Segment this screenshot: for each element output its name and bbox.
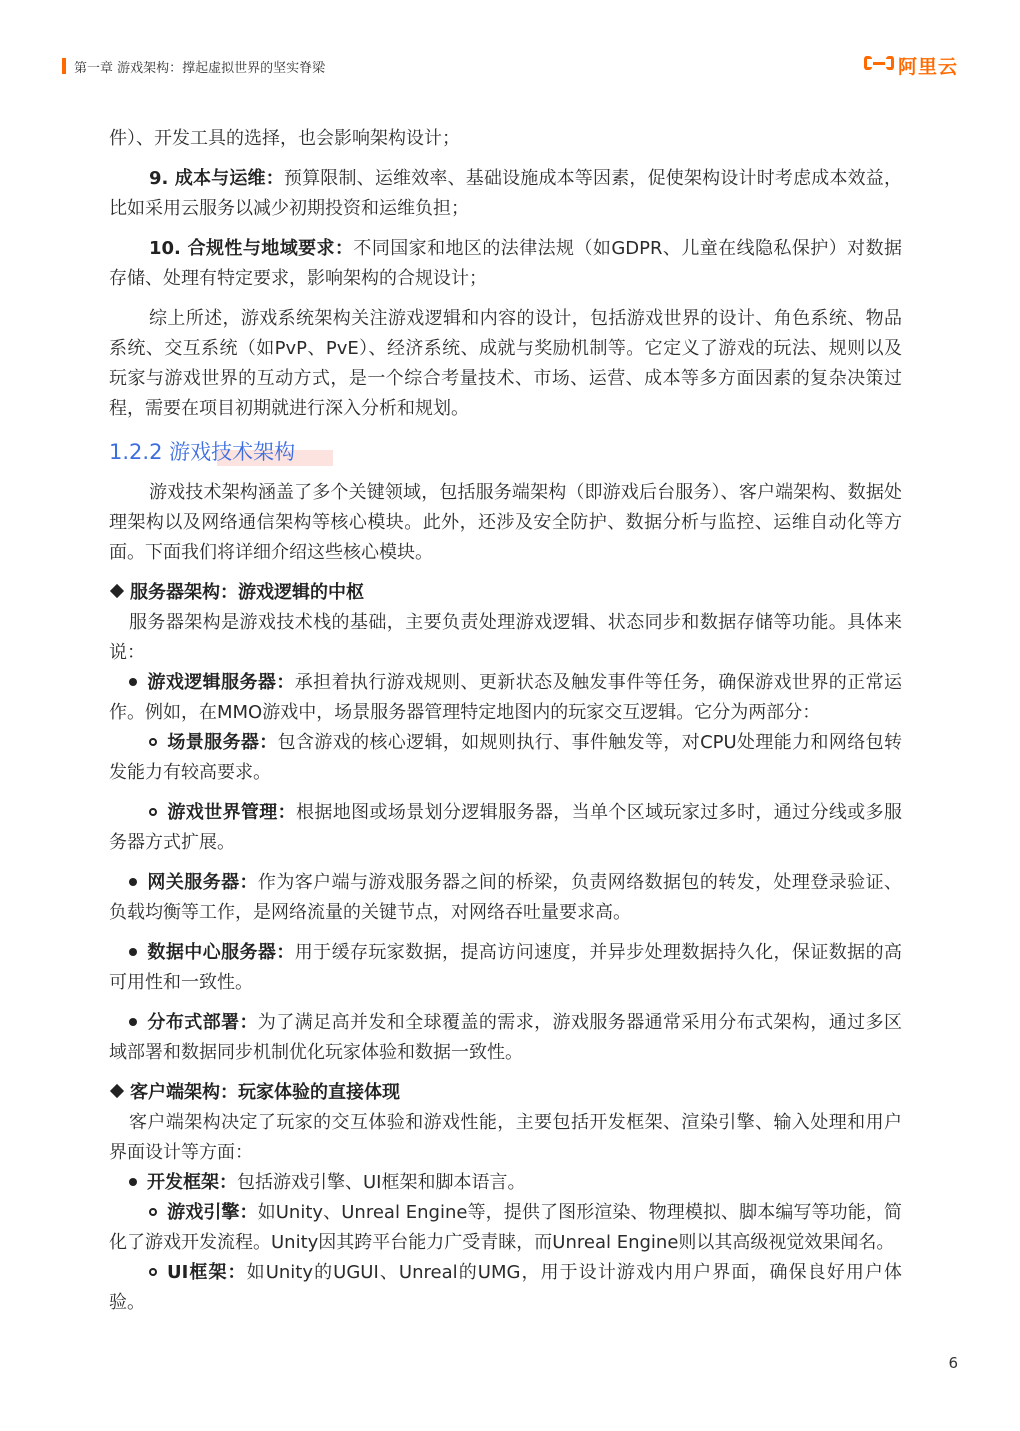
world-manage-item	[109, 798, 902, 858]
logic-server-text: 承担着执行游戏规则、更新状态及触发事件等任务，确保游戏世界的正常运作。例如，在MMO游戏中，场景服务器管理特定地图内的玩家交互逻辑。它分为两部分：	[109, 672, 902, 723]
world-manage-text: 根据地图或场景划分逻辑服务器，当单个区域玩家过多时，通过分线或多服务器方式扩展。	[109, 802, 902, 853]
server-intro: 服务器架构是游戏技术栈的基础，主要负责处理游戏逻辑、状态同步和数据存储等功能。具体来说：	[109, 612, 902, 663]
datacenter-server-label: 数据中心服务器：	[147, 942, 295, 963]
bullet-circle-icon	[149, 1268, 157, 1276]
datacenter-server-item	[109, 938, 902, 998]
chapter-title: 第一章 游戏架构：撑起虚拟世界的坚实脊梁	[74, 61, 326, 76]
logic-server-label: 游戏逻辑服务器：	[147, 672, 295, 693]
paragraph-continued: 件）、开发工具的选择，也会影响架构设计；	[109, 128, 460, 149]
gateway-server-item	[109, 868, 902, 928]
bullet-circle-icon	[149, 1208, 157, 1216]
gateway-server-label: 网关服务器：	[147, 872, 258, 893]
framework-item	[109, 1168, 902, 1198]
diamond-bullet-icon	[110, 584, 124, 598]
page-header	[62, 52, 958, 82]
client-heading	[109, 1078, 902, 1108]
server-heading	[109, 578, 902, 608]
client-intro: 客户端架构决定了玩家的交互体验和游戏性能，主要包括开发框架、渲染引擎、输入处理和用户界面设计等方面：	[109, 1112, 902, 1163]
page-number: 6	[948, 1354, 958, 1372]
distributed-text: 为了满足高并发和全球覆盖的需求，游戏服务器通常采用分布式架构，通过多区域部署和数据同步机制优化玩家体验和数据一致性。	[109, 1012, 903, 1063]
section-heading	[109, 434, 902, 470]
summary-paragraph: 综上所述，游戏系统架构关注游戏逻辑和内容的设计，包括游戏世界的设计、角色系统、物品系统、交互系统（如PvP、PvE）、经济系统、成就与奖励机制等。它定义了游戏的玩法、规则以及玩家与游戏世界的互动方式，是一个综合考量技术、市场、运营、成本等多方面因素的复杂决策过程，需要在项目初期就进行深入分析和规划。	[109, 308, 902, 419]
header-accent-bar	[62, 58, 66, 74]
aliyun-logo	[864, 52, 958, 78]
world-manage-label: 游戏世界管理：	[167, 802, 296, 823]
ui-framework-label: UI框架：	[167, 1262, 247, 1283]
bullet-dot-icon	[129, 1178, 137, 1186]
bullet-circle-icon	[149, 808, 157, 816]
gateway-server-text: 作为客户端与游戏服务器之间的桥梁，负责网络数据包的转发，处理登录验证、负载均衡等工作，是网络流量的关键节点，对网络吞吐量要求高。	[109, 872, 903, 923]
engine-item	[109, 1198, 902, 1258]
scene-server-text: 包含游戏的核心逻辑，如规则执行、事件触发等，对CPU处理能力和网络包转发能力有较高要求。	[109, 732, 902, 783]
client-heading-text: 客户端架构：玩家体验的直接体现	[130, 1082, 400, 1103]
item-9-label: 9. 成本与运维：	[149, 168, 284, 189]
item-10-text: 不同国家和地区的法律法规（如GDPR、儿童在线隐私保护）对数据存储、处理有特定要求，影响架构的合规设计；	[109, 238, 902, 289]
bullet-dot-icon	[129, 1018, 137, 1026]
bullet-circle-icon	[149, 738, 157, 746]
item-10-label: 10. 合规性与地域要求：	[149, 238, 354, 259]
item-9-text: 预算限制、运维效率、基础设施成本等因素，促使架构设计时考虑成本效益，比如采用云服务以减少初期投资和运维负担；	[109, 168, 902, 219]
framework-label: 开发框架：	[147, 1172, 237, 1193]
datacenter-server-text: 用于缓存玩家数据，提高访问速度，并异步处理数据持久化，保证数据的高可用性和一致性。	[109, 942, 902, 993]
scene-server-item	[109, 728, 902, 788]
ui-framework-text: 如Unity的UGUI、Unreal的UMG，用于设计游戏内用户界面，确保良好用户体验。	[109, 1262, 902, 1313]
section-intro: 游戏技术架构涵盖了多个关键领域，包括服务端架构（即游戏后台服务）、客户端架构、数据处理架构以及网络通信架构等核心模块。此外，还涉及安全防护、数据分析与监控、运维自动化等方面。下面我们将详细介绍这些核心模块。	[109, 482, 902, 563]
section-title: 1.2.2 游戏技术架构	[109, 440, 296, 464]
ui-framework-item	[109, 1258, 902, 1318]
logo-text: 阿里云	[897, 55, 958, 78]
engine-label: 游戏引擎：	[167, 1202, 258, 1223]
diamond-bullet-icon	[110, 1084, 124, 1098]
aliyun-logo-icon	[864, 56, 894, 74]
logic-server-item	[109, 668, 902, 728]
engine-text: 如Unity、Unreal Engine等，提供了图形渲染、物理模拟、脚本编写等功能，简化了游戏开发流程。Unity因其跨平台能力广受青睐，而Unreal Engine则以其高级视觉效果闻名。	[109, 1202, 902, 1253]
item-10	[109, 234, 902, 294]
distributed-item	[109, 1008, 902, 1068]
page-body	[109, 124, 902, 1328]
bullet-dot-icon	[129, 878, 137, 886]
item-9	[109, 164, 902, 224]
distributed-label: 分布式部署：	[147, 1012, 258, 1033]
scene-server-label: 场景服务器：	[167, 732, 278, 753]
server-heading-text: 服务器架构：游戏逻辑的中枢	[130, 582, 364, 603]
framework-text: 包括游戏引擎、UI框架和脚本语言。	[237, 1172, 526, 1193]
bullet-dot-icon	[129, 948, 137, 956]
bullet-dot-icon	[129, 678, 137, 686]
